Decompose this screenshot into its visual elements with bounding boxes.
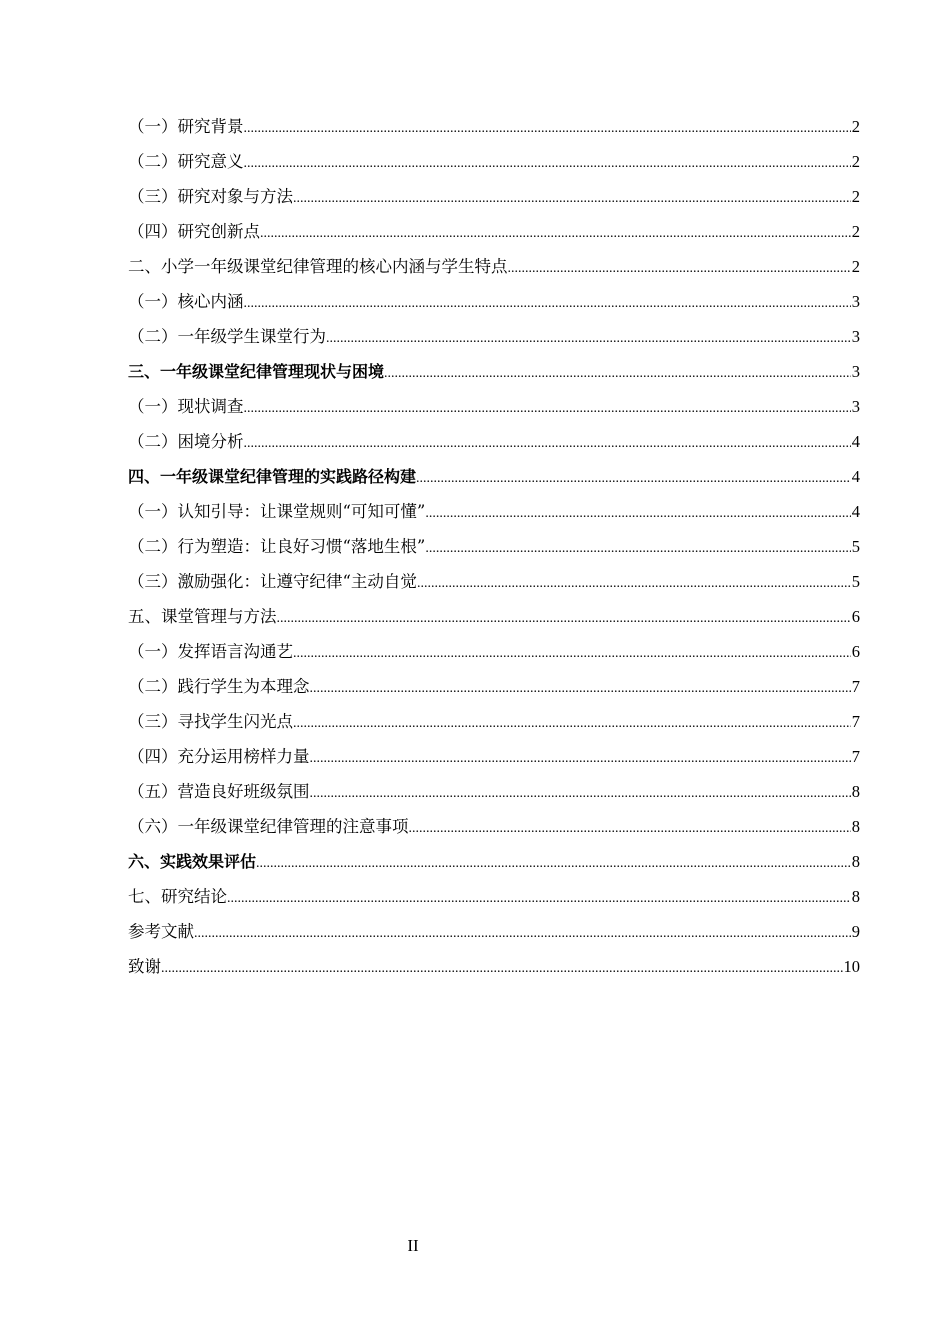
toc-entry[interactable]: [128, 424, 860, 459]
toc-entry-page: 4: [851, 467, 860, 486]
toc-dot-leader: [227, 881, 851, 916]
toc-entry-page: 4: [851, 432, 860, 451]
toc-entry-page: 6: [851, 642, 860, 661]
toc-entry-title: （五）营造良好班级氛围: [128, 782, 310, 801]
toc-entry-page: 8: [851, 852, 860, 871]
toc-entry-page: 3: [851, 292, 860, 311]
toc-dot-leader: [293, 636, 851, 671]
toc-entry[interactable]: [128, 319, 860, 354]
toc-entry[interactable]: [128, 389, 860, 424]
toc-entry-page: 2: [851, 257, 860, 276]
toc-dot-leader: [409, 811, 851, 846]
toc-entry-title: （二）研究意义: [128, 152, 244, 171]
toc-dot-leader: [417, 566, 851, 601]
toc-entry-page: 3: [851, 397, 860, 416]
toc-entry[interactable]: [128, 634, 860, 669]
toc-dot-leader: [310, 776, 851, 811]
toc-entry-page: 7: [851, 747, 860, 766]
toc-entry-title: 五、课堂管理与方法: [128, 607, 277, 626]
toc-entry-title: （三）研究对象与方法: [128, 187, 293, 206]
toc-dot-leader: [244, 426, 851, 461]
toc-entry-page: 5: [851, 572, 860, 591]
toc-entry-page: 2: [851, 152, 860, 171]
toc-entry-title: （四）研究创新点: [128, 222, 260, 241]
toc-dot-leader: [260, 216, 851, 251]
toc-dot-leader: [161, 951, 843, 986]
toc-entry[interactable]: [128, 494, 860, 529]
toc-dot-leader: [416, 461, 851, 496]
toc-entry-page: 4: [851, 502, 860, 521]
toc-entry-page: 2: [851, 222, 860, 241]
toc-dot-leader: [277, 601, 851, 636]
toc-entry[interactable]: [128, 109, 860, 144]
toc-dot-leader: [508, 251, 851, 286]
toc-entry[interactable]: [128, 179, 860, 214]
toc-entry[interactable]: [128, 144, 860, 179]
toc-entry-page: 8: [851, 817, 860, 836]
toc-dot-leader: [326, 321, 851, 356]
toc-entry-page: 8: [851, 782, 860, 801]
toc-entry-title: 三、一年级课堂纪律管理现状与困境: [128, 362, 385, 381]
toc-entry[interactable]: [128, 809, 860, 844]
toc-entry[interactable]: [128, 914, 860, 949]
toc-entry-title: （一）核心内涵: [128, 292, 244, 311]
toc-dot-leader: [425, 531, 850, 566]
toc-entry-page: 3: [851, 362, 860, 381]
toc-entry[interactable]: [128, 529, 860, 564]
toc-entry-page: 3: [851, 327, 860, 346]
page-number: II: [407, 1236, 419, 1255]
toc-entry-page: 2: [851, 117, 860, 136]
toc-entry-title: 致谢: [128, 957, 161, 976]
toc-dot-leader: [244, 146, 851, 181]
toc-entry-page: 10: [843, 957, 860, 976]
toc-entry[interactable]: [128, 284, 860, 319]
toc-entry-page: 2: [851, 187, 860, 206]
toc-dot-leader: [244, 111, 851, 146]
toc-entry-title: （三）寻找学生闪光点: [128, 712, 293, 731]
toc-entry[interactable]: [128, 844, 860, 879]
toc-entry[interactable]: [128, 739, 860, 774]
toc-entry-page: 8: [851, 887, 860, 906]
toc-dot-leader: [244, 286, 851, 321]
toc-dot-leader: [194, 916, 851, 951]
toc-entry-page: 7: [851, 712, 860, 731]
toc-entry[interactable]: [128, 949, 860, 984]
toc-dot-leader: [244, 391, 851, 426]
table-of-contents: [128, 109, 860, 984]
toc-entry-title: （二）困境分析: [128, 432, 244, 451]
toc-entry-title: 七、研究结论: [128, 887, 227, 906]
toc-entry[interactable]: [128, 564, 860, 599]
toc-entry-title: 四、一年级课堂纪律管理的实践路径构建: [128, 467, 417, 486]
toc-entry-title: 六、实践效果评估: [128, 852, 257, 871]
toc-entry[interactable]: [128, 704, 860, 739]
toc-entry-title: （一）现状调查: [128, 397, 244, 416]
toc-entry[interactable]: [128, 669, 860, 704]
toc-entry-title: （三）激励强化：让遵守纪律“主动自觉: [128, 572, 417, 591]
toc-entry-title: （一）认知引导：让课堂规则“可知可懂”: [128, 502, 426, 521]
toc-entry-page: 6: [851, 607, 860, 626]
toc-dot-leader: [384, 356, 851, 391]
toc-dot-leader: [256, 846, 851, 881]
toc-entry-page: 7: [851, 677, 860, 696]
toc-dot-leader: [310, 741, 851, 776]
toc-dot-leader: [293, 706, 851, 741]
toc-entry-title: 参考文献: [128, 922, 194, 941]
toc-dot-leader: [293, 181, 851, 216]
toc-entry-title: （六）一年级课堂纪律管理的注意事项: [128, 817, 409, 836]
toc-entry-page: 9: [851, 922, 860, 941]
toc-entry[interactable]: [128, 214, 860, 249]
toc-entry[interactable]: [128, 774, 860, 809]
toc-entry-title: （二）行为塑造：让良好习惯“落地生根”: [128, 537, 426, 556]
toc-entry[interactable]: [128, 459, 860, 494]
toc-entry-page: 5: [851, 537, 860, 556]
toc-entry[interactable]: [128, 249, 860, 284]
toc-entry[interactable]: [128, 879, 860, 914]
toc-entry-title: （二）一年级学生课堂行为: [128, 327, 326, 346]
toc-dot-leader: [425, 496, 850, 531]
toc-dot-leader: [310, 671, 851, 706]
toc-entry-title: （四）充分运用榜样力量: [128, 747, 310, 766]
toc-entry[interactable]: [128, 354, 860, 389]
toc-entry-title: （二）践行学生为本理念: [128, 677, 310, 696]
toc-entry-title: （一）发挥语言沟通艺: [128, 642, 293, 661]
toc-entry-title: （一）研究背景: [128, 117, 244, 136]
toc-entry[interactable]: [128, 599, 860, 634]
toc-entry-title: 二、小学一年级课堂纪律管理的核心内涵与学生特点: [128, 257, 508, 276]
